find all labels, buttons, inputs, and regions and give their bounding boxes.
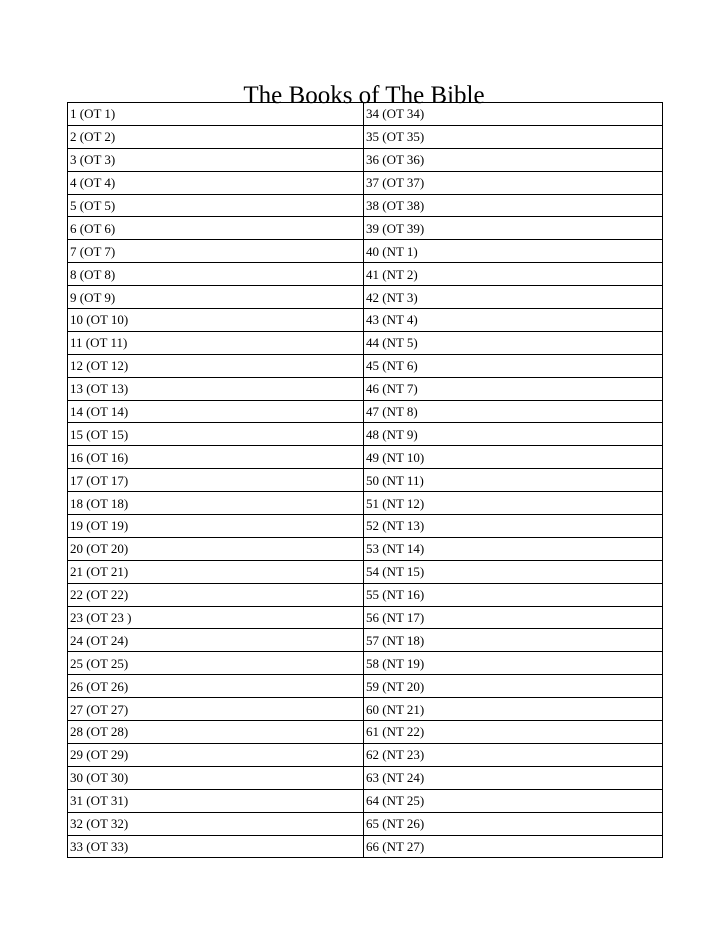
table-cell-right: 37 (OT 37)	[364, 171, 663, 194]
table-cell-left: 33 (OT 33)	[68, 835, 364, 858]
table-row	[68, 560, 663, 583]
table-cell-right: 61 (NT 22)	[364, 721, 663, 744]
table-cell-right: 39 (OT 39)	[364, 217, 663, 240]
table-cell-left: 30 (OT 30)	[68, 766, 364, 789]
table-cell-right: 40 (NT 1)	[364, 240, 663, 263]
table-cell-left: 28 (OT 28)	[68, 721, 364, 744]
table-cell-left: 8 (OT 8)	[68, 263, 364, 286]
table-cell-right: 38 (OT 38)	[364, 194, 663, 217]
table-cell-right: 42 (NT 3)	[364, 286, 663, 309]
table-cell-right: 50 (NT 11)	[364, 469, 663, 492]
table-cell-left: 11 (OT 11)	[68, 331, 364, 354]
table-cell-right: 46 (NT 7)	[364, 377, 663, 400]
table-row	[68, 286, 663, 309]
table-row	[68, 606, 663, 629]
table-cell-right: 45 (NT 6)	[364, 354, 663, 377]
books-table-body	[68, 103, 663, 858]
table-cell-right: 57 (NT 18)	[364, 629, 663, 652]
table-cell-left: 9 (OT 9)	[68, 286, 364, 309]
table-cell-right: 62 (NT 23)	[364, 743, 663, 766]
table-cell-left: 13 (OT 13)	[68, 377, 364, 400]
table-cell-right: 41 (NT 2)	[364, 263, 663, 286]
table-row	[68, 331, 663, 354]
table-cell-right: 49 (NT 10)	[364, 446, 663, 469]
table-row	[68, 354, 663, 377]
table-row	[68, 515, 663, 538]
table-cell-left: 27 (OT 27)	[68, 698, 364, 721]
table-row	[68, 629, 663, 652]
table-cell-right: 56 (NT 17)	[364, 606, 663, 629]
table-cell-left: 22 (OT 22)	[68, 583, 364, 606]
table-cell-left: 3 (OT 3)	[68, 148, 364, 171]
table-row	[68, 171, 663, 194]
table-row	[68, 652, 663, 675]
table-row	[68, 698, 663, 721]
table-cell-right: 58 (NT 19)	[364, 652, 663, 675]
table-row	[68, 400, 663, 423]
table-cell-right: 54 (NT 15)	[364, 560, 663, 583]
table-cell-left: 16 (OT 16)	[68, 446, 364, 469]
table-cell-left: 26 (OT 26)	[68, 675, 364, 698]
table-cell-left: 18 (OT 18)	[68, 492, 364, 515]
table-cell-left: 15 (OT 15)	[68, 423, 364, 446]
table-cell-right: 48 (NT 9)	[364, 423, 663, 446]
table-cell-left: 23 (OT 23 )	[68, 606, 364, 629]
table-cell-right: 63 (NT 24)	[364, 766, 663, 789]
table-row	[68, 469, 663, 492]
table-row	[68, 721, 663, 744]
table-cell-left: 25 (OT 25)	[68, 652, 364, 675]
table-cell-left: 4 (OT 4)	[68, 171, 364, 194]
table-cell-left: 29 (OT 29)	[68, 743, 364, 766]
table-cell-right: 43 (NT 4)	[364, 309, 663, 332]
table-cell-left: 20 (OT 20)	[68, 537, 364, 560]
table-cell-right: 36 (OT 36)	[364, 148, 663, 171]
table-row	[68, 103, 663, 126]
table-row	[68, 240, 663, 263]
table-cell-left: 21 (OT 21)	[68, 560, 364, 583]
table-cell-left: 17 (OT 17)	[68, 469, 364, 492]
table-row	[68, 743, 663, 766]
table-row	[68, 309, 663, 332]
table-cell-right: 66 (NT 27)	[364, 835, 663, 858]
table-cell-left: 5 (OT 5)	[68, 194, 364, 217]
table-row	[68, 377, 663, 400]
table-row	[68, 194, 663, 217]
table-row	[68, 263, 663, 286]
table-cell-left: 19 (OT 19)	[68, 515, 364, 538]
table-cell-left: 1 (OT 1)	[68, 103, 364, 126]
table-cell-left: 12 (OT 12)	[68, 354, 364, 377]
table-cell-left: 10 (OT 10)	[68, 309, 364, 332]
table-row	[68, 537, 663, 560]
table-cell-right: 47 (NT 8)	[364, 400, 663, 423]
table-row	[68, 125, 663, 148]
table-cell-right: 55 (NT 16)	[364, 583, 663, 606]
table-cell-left: 6 (OT 6)	[68, 217, 364, 240]
table-cell-left: 24 (OT 24)	[68, 629, 364, 652]
table-cell-right: 34 (OT 34)	[364, 103, 663, 126]
table-cell-right: 44 (NT 5)	[364, 331, 663, 354]
table-cell-right: 65 (NT 26)	[364, 812, 663, 835]
table-row	[68, 446, 663, 469]
table-row	[68, 766, 663, 789]
table-row	[68, 789, 663, 812]
table-cell-left: 14 (OT 14)	[68, 400, 364, 423]
table-row	[68, 583, 663, 606]
table-row	[68, 148, 663, 171]
table-row	[68, 675, 663, 698]
table-cell-right: 60 (NT 21)	[364, 698, 663, 721]
table-cell-right: 51 (NT 12)	[364, 492, 663, 515]
table-row	[68, 423, 663, 446]
table-cell-right: 35 (OT 35)	[364, 125, 663, 148]
table-cell-left: 2 (OT 2)	[68, 125, 364, 148]
table-cell-right: 64 (NT 25)	[364, 789, 663, 812]
table-cell-right: 59 (NT 20)	[364, 675, 663, 698]
table-cell-right: 53 (NT 14)	[364, 537, 663, 560]
books-table	[67, 102, 663, 858]
table-cell-left: 31 (OT 31)	[68, 789, 364, 812]
table-cell-right: 52 (NT 13)	[364, 515, 663, 538]
table-row	[68, 217, 663, 240]
table-row	[68, 835, 663, 858]
page-title: The Books of The Bible	[243, 81, 485, 109]
table-row	[68, 492, 663, 515]
table-cell-left: 7 (OT 7)	[68, 240, 364, 263]
table-row	[68, 812, 663, 835]
table-cell-left: 32 (OT 32)	[68, 812, 364, 835]
